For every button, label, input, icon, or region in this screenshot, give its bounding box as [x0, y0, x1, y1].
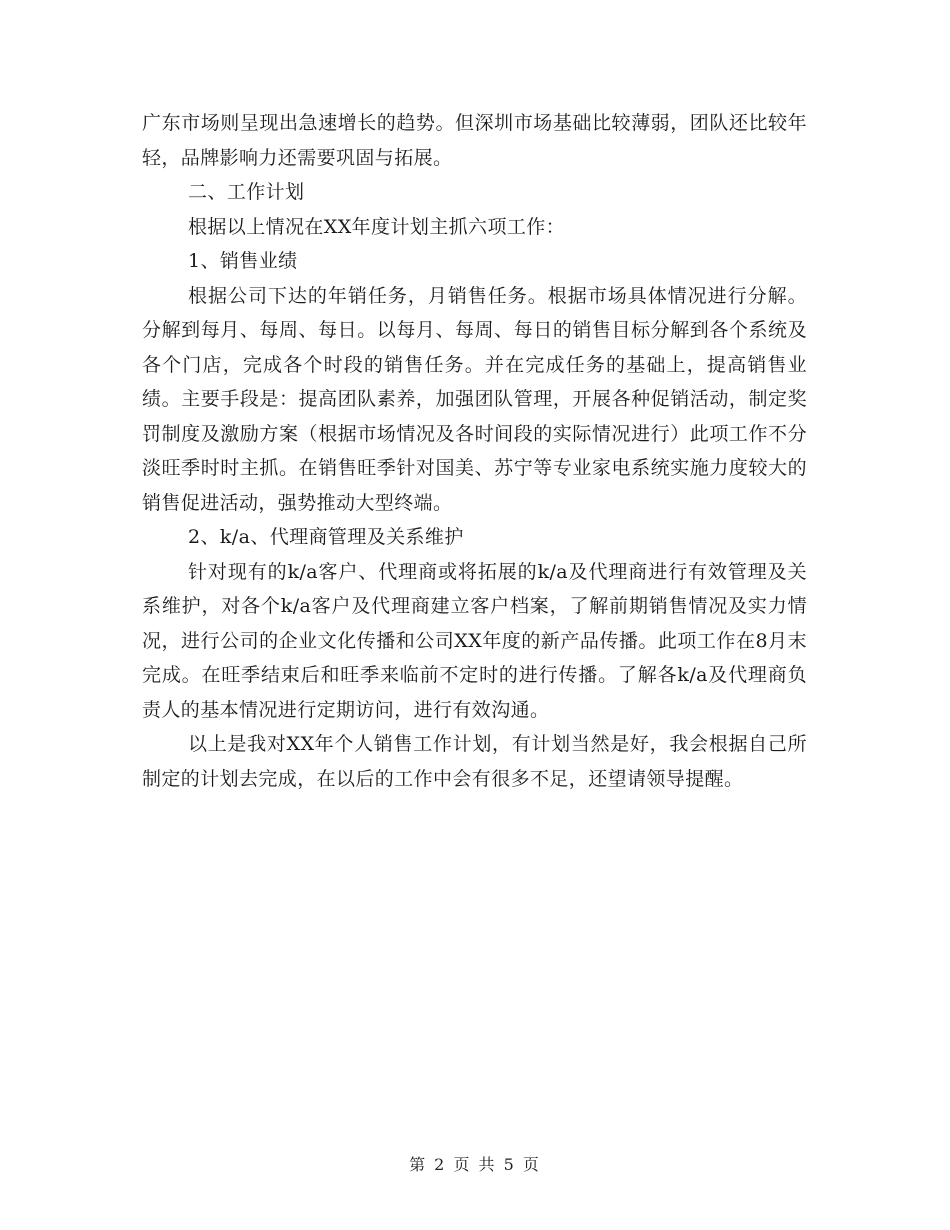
document-body — [142, 106, 807, 796]
section-heading-work-plan: 二、工作计划 — [188, 181, 305, 203]
paragraph-ka-agent-management: 针对现有的k/a客户、代理商或将拓展的k/a及代理商进行有效管理及关系维护，对各个k/a客户及代理商建立客户档案，了解前期销售情况及实力情况，进行公司的企业文化传播和公司XX年度的新产品传播。此项工作在8月末完成。在旺季结束后和旺季来临前不定时的进行传播。了解各k/a及代理商负责人的基本情况进行定期访问，进行有效沟通。 — [142, 560, 807, 721]
paragraph-conclusion: 以上是我对XX年个人销售工作计划，有计划当然是好，我会根据自己所制定的计划去完成，在以后的工作中会有很多不足，还望请领导提醒。 — [142, 733, 807, 790]
subheading-sales-performance: 1、销售业绩 — [188, 250, 298, 272]
paragraph-plan-intro: 根据以上情况在XX年度计划主抓六项工作： — [188, 215, 566, 238]
paragraph-guangdong-market: 广东市场则呈现出急速增长的趋势。但深圳市场基础比较薄弱，团队还比较年轻，品牌影响力还需要巩固与拓展。 — [142, 112, 807, 169]
paragraph-sales-performance: 根据公司下达的年销任务，月销售任务。根据市场具体情况进行分解。分解到每月、每周、每日。以每月、每周、每日的销售目标分解到各个系统及各个门店，完成各个时段的销售任务。并在完成任务的基础上，提高销售业绩。主要手段是：提高团队素养，加强团队管理，开展各种促销活动，制定奖罚制度及激励方案（根据市场情况及各时间段的实际情况进行）此项工作不分淡旺季时时主抓。在销售旺季针对国美、苏宁等专业家电系统实施力度较大的销售促进活动，强势推动大型终端。 — [142, 284, 807, 514]
page-number-footer: 第 2 页 共 5 页 — [409, 1155, 541, 1174]
subheading-ka-agent-management: 2、k/a、代理商管理及关系维护 — [188, 526, 464, 548]
